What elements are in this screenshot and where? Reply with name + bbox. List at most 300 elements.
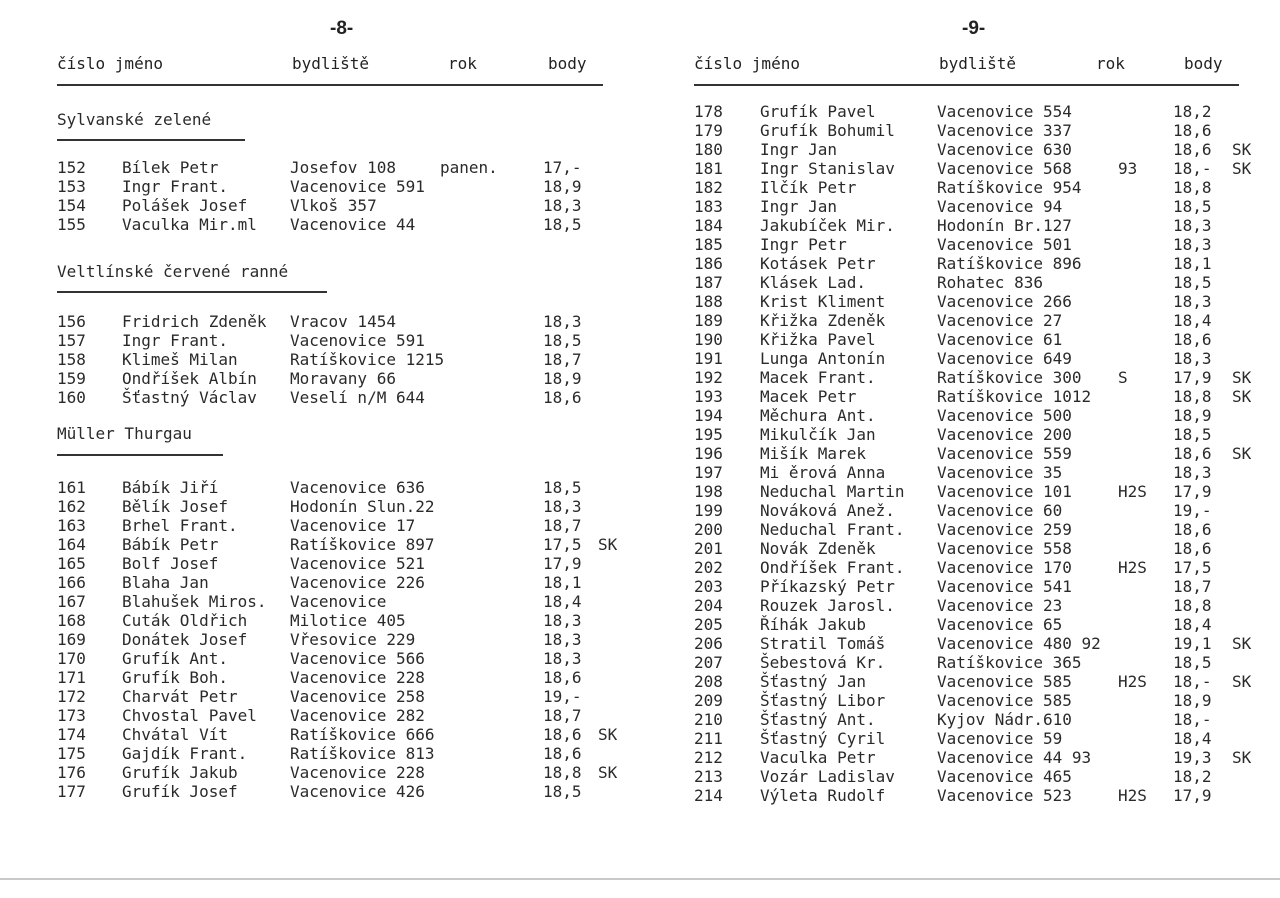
row-name: Klimeš Milan [122, 350, 238, 369]
row-residence: Vacenovice 568 [937, 159, 1072, 178]
row-body: 18,6 [1173, 520, 1212, 539]
table-row [0, 744, 640, 763]
row-residence: Vacenovice 501 [937, 235, 1072, 254]
row-body: 19,- [543, 687, 582, 706]
table-row [640, 406, 1280, 425]
row-name: Bábík Petr [122, 535, 219, 554]
row-number: 184 [694, 216, 723, 235]
row-note: SK [1232, 159, 1252, 178]
row-residence: Vacenovice 630 [937, 140, 1072, 159]
row-name: Bělík Josef [122, 497, 228, 516]
row-body: 18,9 [543, 177, 582, 196]
row-number: 191 [694, 349, 723, 368]
row-body: 17,5 [543, 535, 582, 554]
row-number: 157 [57, 331, 86, 350]
row-number: 159 [57, 369, 86, 388]
row-number: 166 [57, 573, 86, 592]
row-residence: Moravany 66 [290, 369, 396, 388]
row-number: 174 [57, 725, 86, 744]
row-note: SK [598, 535, 618, 554]
table-row [640, 596, 1280, 615]
row-residence: Kyjov Nádr.610 [937, 710, 1072, 729]
row-number: 213 [694, 767, 723, 786]
row-body: 18,3 [543, 196, 582, 215]
section-title-muller: Müller Thurgau [57, 424, 192, 443]
row-name: Donátek Josef [122, 630, 248, 649]
row-residence: Vacenovice 170 [937, 558, 1072, 577]
row-number: 168 [57, 611, 86, 630]
table-row [640, 159, 1280, 178]
row-name: Ingr Petr [760, 235, 847, 254]
row-residence: Vacenovice 636 [290, 478, 425, 497]
row-name: Výleta Rudolf [760, 786, 886, 805]
row-body: 18,3 [543, 497, 582, 516]
row-number: 180 [694, 140, 723, 159]
row-residence: Vlkoš 357 [290, 196, 377, 215]
section-rows-sylvanske [0, 158, 640, 234]
row-number: 152 [57, 158, 86, 177]
table-row [640, 235, 1280, 254]
row-name: Ingr Frant. [122, 177, 228, 196]
table-row [640, 558, 1280, 577]
row-body: 18,6 [1173, 330, 1212, 349]
table-row [0, 725, 640, 744]
row-body: 18,3 [543, 312, 582, 331]
table-row [640, 672, 1280, 691]
row-name: Cuták Oldřich [122, 611, 248, 630]
row-name: Mikulčík Jan [760, 425, 876, 444]
row-name: Vozár Ladislav [760, 767, 895, 786]
row-body: 18,6 [543, 388, 582, 407]
table-row [0, 388, 640, 407]
row-name: Neduchal Frant. [760, 520, 905, 539]
row-body: 18,6 [543, 725, 582, 744]
row-name: Stratil Tomáš [760, 634, 886, 653]
row-note: SK [1232, 368, 1252, 387]
row-residence: Vacenovice 337 [937, 121, 1072, 140]
row-name: Macek Petr [760, 387, 857, 406]
table-row [0, 177, 640, 196]
row-name: Lunga Antonín [760, 349, 886, 368]
row-name: Křižka Pavel [760, 330, 876, 349]
row-name: Vaculka Petr [760, 748, 876, 767]
row-number: 185 [694, 235, 723, 254]
row-name: Fridrich Zdeněk [122, 312, 267, 331]
row-body: 18,7 [543, 516, 582, 535]
table-row [640, 140, 1280, 159]
row-body: 19,3 [1173, 748, 1212, 767]
table-row [0, 782, 640, 801]
section-rule [57, 291, 327, 293]
row-name: Blaha Jan [122, 573, 209, 592]
table-row [0, 369, 640, 388]
row-body: 18,7 [1173, 577, 1212, 596]
row-number: 172 [57, 687, 86, 706]
row-body: 18,9 [543, 369, 582, 388]
row-number: 161 [57, 478, 86, 497]
row-name: Říhák Jakub [760, 615, 866, 634]
row-body: 18,8 [1173, 596, 1212, 615]
row-rok: H2S [1118, 786, 1147, 805]
row-number: 207 [694, 653, 723, 672]
row-name: Blahušek Miros. [122, 592, 267, 611]
row-residence: Vacenovice 554 [937, 102, 1072, 121]
row-name: Ondříšek Frant. [760, 558, 905, 577]
row-number: 201 [694, 539, 723, 558]
row-rok: H2S [1118, 672, 1147, 691]
row-body: 17,9 [1173, 368, 1212, 387]
row-residence: Ratíškovice 896 [937, 254, 1082, 273]
row-name: Bolf Josef [122, 554, 219, 573]
table-row [0, 668, 640, 687]
row-number: 211 [694, 729, 723, 748]
row-name: Grufík Boh. [122, 668, 228, 687]
row-body: 18,5 [543, 478, 582, 497]
row-body: 18,3 [543, 649, 582, 668]
row-body: 18,3 [1173, 349, 1212, 368]
row-name: Klásek Lad. [760, 273, 866, 292]
row-number: 167 [57, 592, 86, 611]
section-title-sylvanske: Sylvanské zelené [57, 110, 212, 129]
row-residence: Ratíškovice 897 [290, 535, 435, 554]
row-body: 18,3 [1173, 292, 1212, 311]
row-residence: Vacenovice 282 [290, 706, 425, 725]
row-number: 179 [694, 121, 723, 140]
section-rows-veltlinske [0, 312, 640, 407]
row-body: 18,2 [1173, 102, 1212, 121]
table-row [0, 763, 640, 782]
row-number: 183 [694, 197, 723, 216]
row-residence: Ratíškovice 813 [290, 744, 435, 763]
table-row [640, 577, 1280, 596]
row-residence: Milotice 405 [290, 611, 406, 630]
row-note: SK [1232, 748, 1252, 767]
row-name: Bábík Jiří [122, 478, 219, 497]
row-name: Grufík Ant. [122, 649, 228, 668]
row-residence: Vacenovice 591 [290, 177, 425, 196]
header-body: body [1184, 54, 1223, 73]
row-number: 173 [57, 706, 86, 725]
row-body: 18,9 [1173, 691, 1212, 710]
row-body: 18,6 [1173, 539, 1212, 558]
row-number: 155 [57, 215, 86, 234]
header-rule [57, 84, 603, 86]
row-name: Mi ěrová Anna [760, 463, 886, 482]
row-body: 18,3 [543, 611, 582, 630]
row-number: 197 [694, 463, 723, 482]
page-number: -8- [330, 18, 354, 39]
section-title-veltlinske: Veltlínské červené ranné [57, 262, 289, 281]
row-name: Chvátal Vít [122, 725, 228, 744]
row-number: 190 [694, 330, 723, 349]
row-number: 199 [694, 501, 723, 520]
row-number: 169 [57, 630, 86, 649]
table-row [0, 516, 640, 535]
row-body: 18,4 [1173, 311, 1212, 330]
section-rows-muller [0, 478, 640, 801]
header-bydliste: bydliště [292, 54, 370, 73]
row-body: 17,5 [1173, 558, 1212, 577]
row-body: 18,8 [1173, 178, 1212, 197]
table-row [640, 349, 1280, 368]
row-residence: Vacenovice 559 [937, 444, 1072, 463]
table-row [640, 254, 1280, 273]
row-name: Novák Zdeněk [760, 539, 876, 558]
table-row [640, 482, 1280, 501]
row-body: 18,6 [543, 744, 582, 763]
row-number: 165 [57, 554, 86, 573]
row-number: 188 [694, 292, 723, 311]
row-body: 18,6 [1173, 121, 1212, 140]
row-residence: Vacenovice [290, 592, 387, 611]
row-number: 163 [57, 516, 86, 535]
row-body: 17,9 [1173, 482, 1212, 501]
table-row [0, 706, 640, 725]
table-row [640, 501, 1280, 520]
table-row [0, 687, 640, 706]
row-residence: Vacenovice 44 93 [937, 748, 1092, 767]
row-residence: Vacenovice 266 [937, 292, 1072, 311]
row-number: 171 [57, 668, 86, 687]
table-row [640, 387, 1280, 406]
row-number: 186 [694, 254, 723, 273]
row-body: 18,5 [543, 782, 582, 801]
row-name: Křižka Zdeněk [760, 311, 886, 330]
row-body: 17,- [543, 158, 582, 177]
row-number: 175 [57, 744, 86, 763]
table-row [640, 273, 1280, 292]
row-number: 178 [694, 102, 723, 121]
row-note: SK [1232, 387, 1252, 406]
row-residence: Vacenovice 465 [937, 767, 1072, 786]
row-body: 18,9 [1173, 406, 1212, 425]
table-row [640, 786, 1280, 805]
table-row [0, 350, 640, 369]
page-number: -9- [962, 18, 986, 39]
row-number: 200 [694, 520, 723, 539]
row-number: 193 [694, 387, 723, 406]
row-residence: Ratíškovice 365 [937, 653, 1082, 672]
row-residence: Vacenovice 65 [937, 615, 1063, 634]
row-body: 18,3 [1173, 235, 1212, 254]
row-rok: panen. [440, 158, 498, 177]
header-rule [694, 84, 1239, 86]
row-residence: Hodonín Slun.22 [290, 497, 435, 516]
row-body: 18,3 [1173, 463, 1212, 482]
header-body: body [548, 54, 587, 73]
row-name: Šebestová Kr. [760, 653, 886, 672]
row-body: 17,9 [1173, 786, 1212, 805]
table-row [640, 767, 1280, 786]
row-number: 196 [694, 444, 723, 463]
row-number: 208 [694, 672, 723, 691]
row-body: 18,7 [543, 706, 582, 725]
row-body: 18,8 [543, 763, 582, 782]
row-residence: Vacenovice 523 [937, 786, 1072, 805]
row-number: 187 [694, 273, 723, 292]
row-number: 170 [57, 649, 86, 668]
row-name: Nováková Anež. [760, 501, 895, 520]
row-number: 212 [694, 748, 723, 767]
row-residence: Vacenovice 585 [937, 691, 1072, 710]
row-residence: Vacenovice 426 [290, 782, 425, 801]
row-residence: Vracov 1454 [290, 312, 396, 331]
row-residence: Vacenovice 585 [937, 672, 1072, 691]
table-row [0, 535, 640, 554]
table-row [0, 478, 640, 497]
table-row [640, 634, 1280, 653]
row-name: Vaculka Mir.ml [122, 215, 257, 234]
row-residence: Vřesovice 229 [290, 630, 416, 649]
row-body: 18,- [1173, 159, 1212, 178]
row-note: SK [1232, 634, 1252, 653]
row-residence: Vacenovice 480 92 [937, 634, 1101, 653]
table-row [640, 425, 1280, 444]
row-number: 153 [57, 177, 86, 196]
row-name: Polášek Josef [122, 196, 248, 215]
row-number: 198 [694, 482, 723, 501]
section-rule [57, 139, 245, 141]
row-residence: Vacenovice 59 [937, 729, 1063, 748]
row-rok: H2S [1118, 558, 1147, 577]
row-name: Grufík Bohumil [760, 121, 895, 140]
row-number: 158 [57, 350, 86, 369]
row-number: 182 [694, 178, 723, 197]
row-name: Jakubíček Mir. [760, 216, 895, 235]
row-body: 18,6 [1173, 140, 1212, 159]
table-row [640, 520, 1280, 539]
row-residence: Vacenovice 566 [290, 649, 425, 668]
row-name: Kotásek Petr [760, 254, 876, 273]
row-number: 205 [694, 615, 723, 634]
row-number: 162 [57, 497, 86, 516]
row-body: 18,8 [1173, 387, 1212, 406]
page-bottom-edge [0, 878, 1280, 880]
row-residence: Vacenovice 500 [937, 406, 1072, 425]
row-residence: Josefov 108 [290, 158, 396, 177]
table-row [0, 196, 640, 215]
row-number: 214 [694, 786, 723, 805]
table-row [0, 573, 640, 592]
table-row [640, 444, 1280, 463]
row-number: 203 [694, 577, 723, 596]
row-note: SK [1232, 444, 1252, 463]
row-number: 176 [57, 763, 86, 782]
row-body: 18,- [1173, 672, 1212, 691]
table-row [0, 158, 640, 177]
row-name: Šťastný Ant. [760, 710, 876, 729]
row-note: SK [1232, 140, 1252, 159]
row-body: 18,5 [1173, 653, 1212, 672]
header-bydliste: bydliště [939, 54, 1017, 73]
row-name: Mišík Marek [760, 444, 866, 463]
row-name: Příkazský Petr [760, 577, 895, 596]
row-residence: Vacenovice 60 [937, 501, 1063, 520]
row-body: 18,2 [1173, 767, 1212, 786]
table-row [640, 748, 1280, 767]
row-residence: Vacenovice 17 [290, 516, 416, 535]
row-body: 18,5 [543, 215, 582, 234]
row-name: Charvát Petr [122, 687, 238, 706]
row-number: 181 [694, 159, 723, 178]
table-row [640, 197, 1280, 216]
row-residence: Vacenovice 258 [290, 687, 425, 706]
row-rok: H2S [1118, 482, 1147, 501]
row-residence: Vacenovice 44 [290, 215, 416, 234]
table-row [0, 215, 640, 234]
table-row [0, 331, 640, 350]
row-number: 209 [694, 691, 723, 710]
row-body: 18,4 [1173, 729, 1212, 748]
row-body: 18,4 [1173, 615, 1212, 634]
row-residence: Vacenovice 101 [937, 482, 1072, 501]
table-row [640, 216, 1280, 235]
table-row [0, 592, 640, 611]
table-row [640, 691, 1280, 710]
row-name: Ingr Jan [760, 140, 838, 159]
table-row [640, 710, 1280, 729]
row-body: 18,5 [1173, 273, 1212, 292]
table-row [0, 312, 640, 331]
row-residence: Hodonín Br.127 [937, 216, 1072, 235]
header-rok: rok [448, 54, 477, 73]
row-residence: Vacenovice 649 [937, 349, 1072, 368]
row-residence: Vacenovice 200 [937, 425, 1072, 444]
row-number: 164 [57, 535, 86, 554]
row-name: Chvostal Pavel [122, 706, 257, 725]
section-rule [57, 454, 223, 456]
row-residence: Veselí n/M 644 [290, 388, 425, 407]
table-row [0, 497, 640, 516]
row-name: Šťastný Libor [760, 691, 886, 710]
row-body: 18,5 [543, 331, 582, 350]
row-residence: Ratíškovice 300 [937, 368, 1082, 387]
row-name: Šťastný Václav [122, 388, 257, 407]
row-body: 18,1 [543, 573, 582, 592]
row-residence: Vacenovice 228 [290, 668, 425, 687]
table-row [640, 292, 1280, 311]
row-residence: Vacenovice 61 [937, 330, 1063, 349]
row-name: Ilčík Petr [760, 178, 857, 197]
row-body: 18,6 [1173, 444, 1212, 463]
table-row [640, 121, 1280, 140]
row-residence: Ratíškovice 1215 [290, 350, 445, 369]
table-row [0, 554, 640, 573]
row-residence: Vacenovice 23 [937, 596, 1063, 615]
row-name: Grufík Jakub [122, 763, 238, 782]
row-body: 18,6 [543, 668, 582, 687]
row-residence: Vacenovice 226 [290, 573, 425, 592]
table-row [0, 649, 640, 668]
row-residence: Vacenovice 521 [290, 554, 425, 573]
row-number: 204 [694, 596, 723, 615]
row-residence: Vacenovice 35 [937, 463, 1063, 482]
row-name: Rouzek Jarosl. [760, 596, 895, 615]
row-name: Neduchal Martin [760, 482, 905, 501]
table-row [640, 615, 1280, 634]
row-name: Gajdík Frant. [122, 744, 248, 763]
table-row [640, 368, 1280, 387]
table-row [640, 178, 1280, 197]
table-row [640, 539, 1280, 558]
row-name: Šťastný Cyril [760, 729, 886, 748]
row-number: 195 [694, 425, 723, 444]
row-number: 160 [57, 388, 86, 407]
row-residence: Vacenovice 259 [937, 520, 1072, 539]
row-body: 18,7 [543, 350, 582, 369]
row-name: Ondříšek Albín [122, 369, 257, 388]
row-residence: Vacenovice 591 [290, 331, 425, 350]
